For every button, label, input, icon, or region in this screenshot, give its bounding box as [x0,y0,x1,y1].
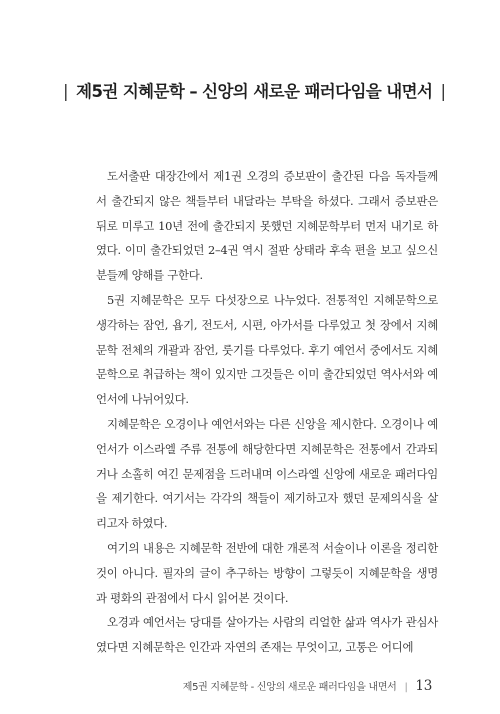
heading-right-bar: | [440,82,446,101]
paragraph: 5권 지혜문학은 모두 다섯장으로 나누었다. 전통적인 지혜문학으로 생각하는 잠언, 욥기, 전도서, 시편, 아가서를 다루었고 첫 장에서 지혜문학 전체의 개괄과 잠언, 룻기를 다루었다. 후기 예언서 중에서도 지혜문학으로 취급하는 책이 있지만 그것들은 이미 출간되었던 역사서와 예언서에 나뉘어있다. [96,292,438,407]
body-text [96,164,438,660]
paragraph: 도서출판 대장간에서 제1권 오경의 증보판이 출간된 다음 독자들께서 출간되지 않은 책들부터 내달라는 부탁을 하셨다. 그래서 증보판은 뒤로 미루고 10년 전에 출간되지 못했던 지혜문학부터 먼저 내기로 하였다. 이미 출간되었던 2–4권 역시 절판 상태라 후속 편을 보고 싶으신 분들께 양해를 구한다. [96,169,438,283]
page-footer [183,678,432,694]
running-title: 제5권 지혜문학 - 신앙의 새로운 패러다임을 내면서 [182,682,397,693]
paragraph: 오경과 예언서는 당대를 살아가는 사람의 리얼한 삶과 역사가 관심사였다면 지혜문학은 인간과 자연의 존재는 무엇이고, 고통은 어디에 [96,615,438,655]
footer-separator: | [404,682,408,693]
page-number: 13 [415,678,432,694]
heading-title: 제5권 지혜문학 – 신앙의 새로운 패러다임을 내면서 [76,82,433,101]
paragraph: 여기의 내용은 지혜문학 전반에 대한 개론적 서술이나 이론을 정리한 것이 아니다. 필자의 글이 추구하는 방향이 그렇듯이 지혜문학을 생명과 평화의 관점에서 다시 읽어본 것이다. [96,540,438,605]
heading-left-bar: | [63,82,68,101]
chapter-heading [60,78,446,102]
paragraph: 지혜문학은 오경이나 예언서와는 다른 신앙을 제시한다. 오경이나 예언서가 이스라엘 주류 전통에 해당한다면 지혜문학은 전통에서 간과되거나 소홀히 여긴 문제점을 드러내며 이스라엘 신앙에 새로운 패러다임을 제기한다. 여기서는 각각의 책들이 제기하고자 했던 문제의식을 살리고자 하였다. [96,416,438,531]
